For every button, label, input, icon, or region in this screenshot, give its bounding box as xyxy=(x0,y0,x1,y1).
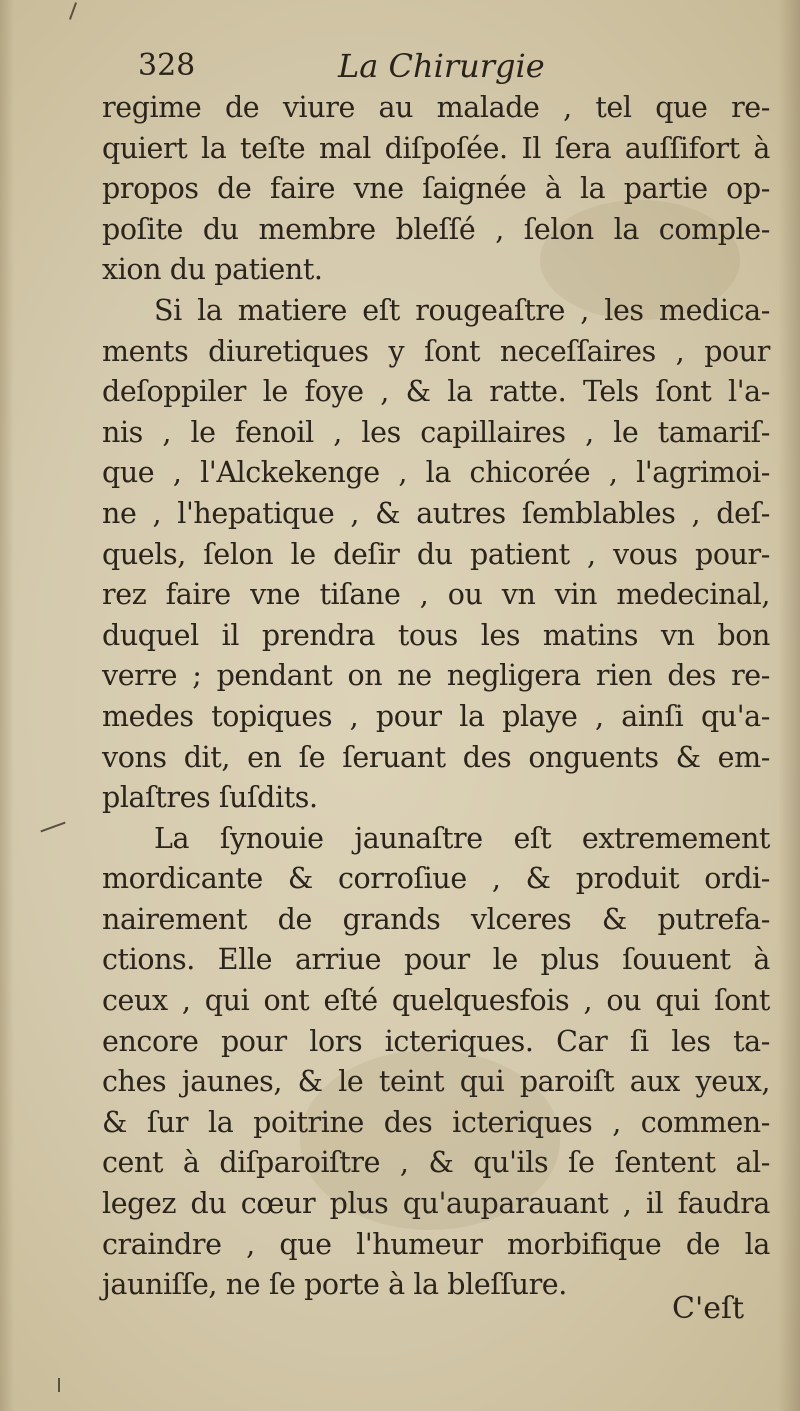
text-line: ctions. Elle arriue pour le plus ſouuent à xyxy=(102,943,770,977)
text-line: medes topiques , pour la playe , ainſi qu'a- xyxy=(102,699,770,733)
body-text xyxy=(102,88,770,1306)
text-line: duquel il prendra tous les matins vn bon xyxy=(102,618,770,652)
text-line: & ſur la poitrine des icteriques , commen- xyxy=(102,1105,770,1139)
text-line: vons dit, en ſe ſeruant des onguents & em- xyxy=(102,740,770,774)
text-line: xion du patient. xyxy=(102,253,323,287)
text-line: legez du cœur plus qu'auparauant , il faudra xyxy=(102,1187,770,1221)
text-line: quiert la teſte mal diſpoſée. Il ſera auſſifort à xyxy=(102,131,770,165)
margin-mark xyxy=(58,1378,60,1392)
page-left-edge xyxy=(0,0,14,1411)
page-spine-shadow xyxy=(778,0,800,1411)
text-line: propos de faire vne ſaignée à la partie op- xyxy=(102,172,770,206)
text-line: craindre , que l'humeur morbifique de la xyxy=(102,1227,770,1261)
text-line: encore pour lors icteriques. Car ſi les ta- xyxy=(102,1024,770,1058)
text-line: cent à diſparoiſtre , & qu'ils ſe ſentent al- xyxy=(102,1146,770,1180)
text-line: jauniſſe, ne ſe porte à la bleſſure. xyxy=(102,1268,567,1302)
margin-mark xyxy=(40,822,65,833)
text-line: plaſtres ſuſdits. xyxy=(102,781,318,815)
text-line: ceux , qui ont eſté quelquesfois , ou qui ſont xyxy=(102,984,770,1018)
text-line: quels, ſelon le deſir du patient , vous pour- xyxy=(102,537,770,571)
text-line: regime de viure au malade , tel que re- xyxy=(102,91,770,124)
margin-mark xyxy=(69,2,77,20)
page-header xyxy=(138,40,758,92)
text-line: deſoppiler le foye , & la ratte. Tels ſont l'a- xyxy=(102,375,770,409)
text-line: ne , l'hepatique , & autres ſemblables , deſ- xyxy=(102,496,770,530)
text-line: nairement de grands vlceres & putrefa- xyxy=(102,902,770,936)
text-line: La ſynouie jaunaſtre eſt extremement xyxy=(154,821,770,855)
catchword: C'eſt xyxy=(672,1291,745,1326)
text-line: rez faire vne tiſane , ou vn vin medecinal, xyxy=(102,578,770,612)
running-title: La Chirurgie xyxy=(338,47,545,85)
text-line: ments diuretiques y ſont neceſſaires , pour xyxy=(102,334,770,368)
text-line: poſite du membre bleſſé , ſelon la comple- xyxy=(102,212,770,246)
text-line: verre ; pendant on ne negligera rien des re- xyxy=(102,659,770,693)
text-line: Si la matiere eſt rougeaſtre , les medica- xyxy=(154,293,770,327)
page-number: 328 xyxy=(138,48,196,83)
text-line: mordicante & corroſiue , & produit ordi- xyxy=(102,862,770,896)
text-line: nis , le fenoil , les capillaires , le tamariſ- xyxy=(102,415,770,449)
text-line: ches jaunes, & le teint qui paroiſt aux yeux, xyxy=(102,1065,770,1099)
text-line: que , l'Alckekenge , la chicorée , l'agrimoi- xyxy=(102,456,770,490)
